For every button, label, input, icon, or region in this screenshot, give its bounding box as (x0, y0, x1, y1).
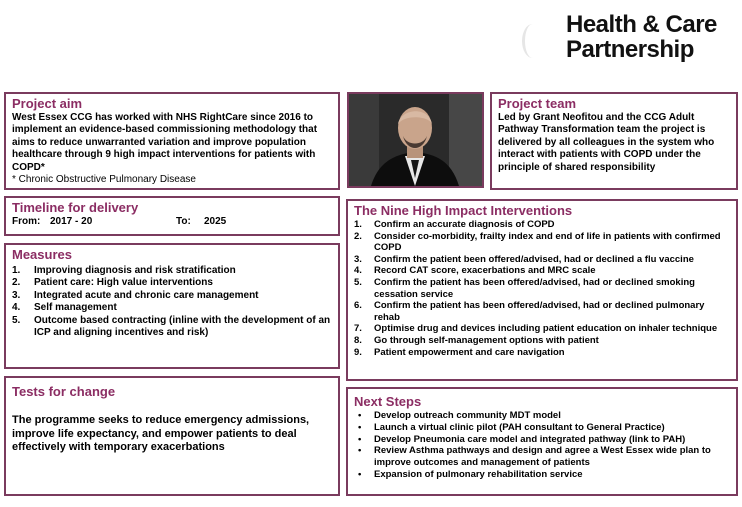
partnership-logo (566, 12, 736, 62)
list-item: 3. Integrated acute and chronic care management (12, 289, 259, 301)
list-item: 5. Confirm the patient has been offered/advised, had or declined smoking cessation service (354, 276, 695, 300)
list-item: • Expansion of pulmonary rehabilitation service (358, 468, 583, 480)
measures-title: Measures (12, 247, 72, 262)
timeline-to-label: To: (176, 216, 191, 227)
list-item: • Launch a virtual clinic pilot (PAH consultant to General Practice) (358, 421, 665, 433)
timeline-row (12, 216, 332, 228)
list-item: 2. Consider co-morbidity, frailty index and end of life in patients with confirmed COPD (354, 230, 721, 254)
list-item: 9. Patient empowerment and care navigation (354, 346, 565, 358)
project-aim-title: Project aim (12, 96, 83, 111)
tests-title: Tests for change (12, 384, 116, 399)
list-item: 6. Confirm the patient has been offered/advised, had or declined pulmonary rehab (354, 300, 705, 323)
logo-line-2: Partnership (566, 36, 694, 63)
timeline-from-value: 2017 - 20 (50, 216, 93, 227)
interventions-box (346, 199, 738, 381)
next-steps-list (354, 410, 730, 481)
project-team-title: Project team (498, 96, 577, 111)
next-steps-box (346, 387, 738, 496)
logo-line-1: Health & Care (566, 11, 717, 38)
project-aim-footnote: * Chronic Obstructive Pulmonary Disease (12, 174, 196, 186)
logo-mark (522, 24, 543, 58)
next-steps-title: Next Steps (354, 394, 422, 409)
list-item: 2. Patient care: High value interventions (12, 277, 213, 289)
list-item: 4. Self management (12, 302, 117, 314)
project-team-box (490, 92, 738, 190)
measures-list (12, 265, 332, 339)
list-item: 8. Go through self-management options with patient (354, 334, 599, 346)
list-item: 4. Record CAT score, exacerbations and MRC scale (354, 265, 596, 277)
timeline-from-label: From: (12, 216, 41, 227)
list-item: 7. Optimise drug and devices including patient education on inhaler technique (354, 323, 718, 335)
timeline-box (4, 196, 340, 236)
tests-body: The programme seeks to reduce emergency admissions, improve life expectancy, and empower patients to deal effectively with temporary exacerbations (12, 414, 310, 453)
list-item: 5. Outcome based contracting (inline with the development of an ICP and aligning incentives and risk) (12, 314, 331, 339)
interventions-title: The Nine High Impact Interventions (354, 203, 573, 218)
list-item: • Develop outreach community MDT model (358, 410, 561, 421)
portrait-image (349, 94, 482, 186)
project-aim-body: West Essex CCG has worked with NHS RightCare since 2016 to implement an evidence-based commissioning methodology that aims to reduce unwarranted variation and improve population healthcare through 9 high impact interventions for patients with COPD* (12, 112, 318, 173)
list-item: 1. Improving diagnosis and risk stratification (12, 265, 236, 276)
timeline-title: Timeline for delivery (12, 200, 139, 215)
interventions-list (354, 219, 730, 358)
tests-box (4, 376, 340, 496)
list-item: 1. Confirm an accurate diagnosis of COPD (354, 219, 555, 230)
team-lead-photo (347, 92, 484, 188)
list-item: • Review Asthma pathways and design and agree a West Essex wide plan to improve outcomes and management of patients (358, 445, 711, 469)
list-item: • Develop Pneumonia care model and integrated pathway (link to PAH) (358, 433, 686, 445)
timeline-to-value: 2025 (204, 216, 227, 227)
project-team-body: Led by Grant Neofitou and the CCG Adult Pathway Transformation team the project is delivered by all colleagues in the system who interact with patients with COPD under the principle of shared responsibility (498, 112, 715, 173)
list-item: 3. Confirm the patient been offered/advised, had or declined a flu vaccine (354, 253, 694, 265)
measures-box (4, 243, 340, 369)
project-aim-box (4, 92, 340, 190)
